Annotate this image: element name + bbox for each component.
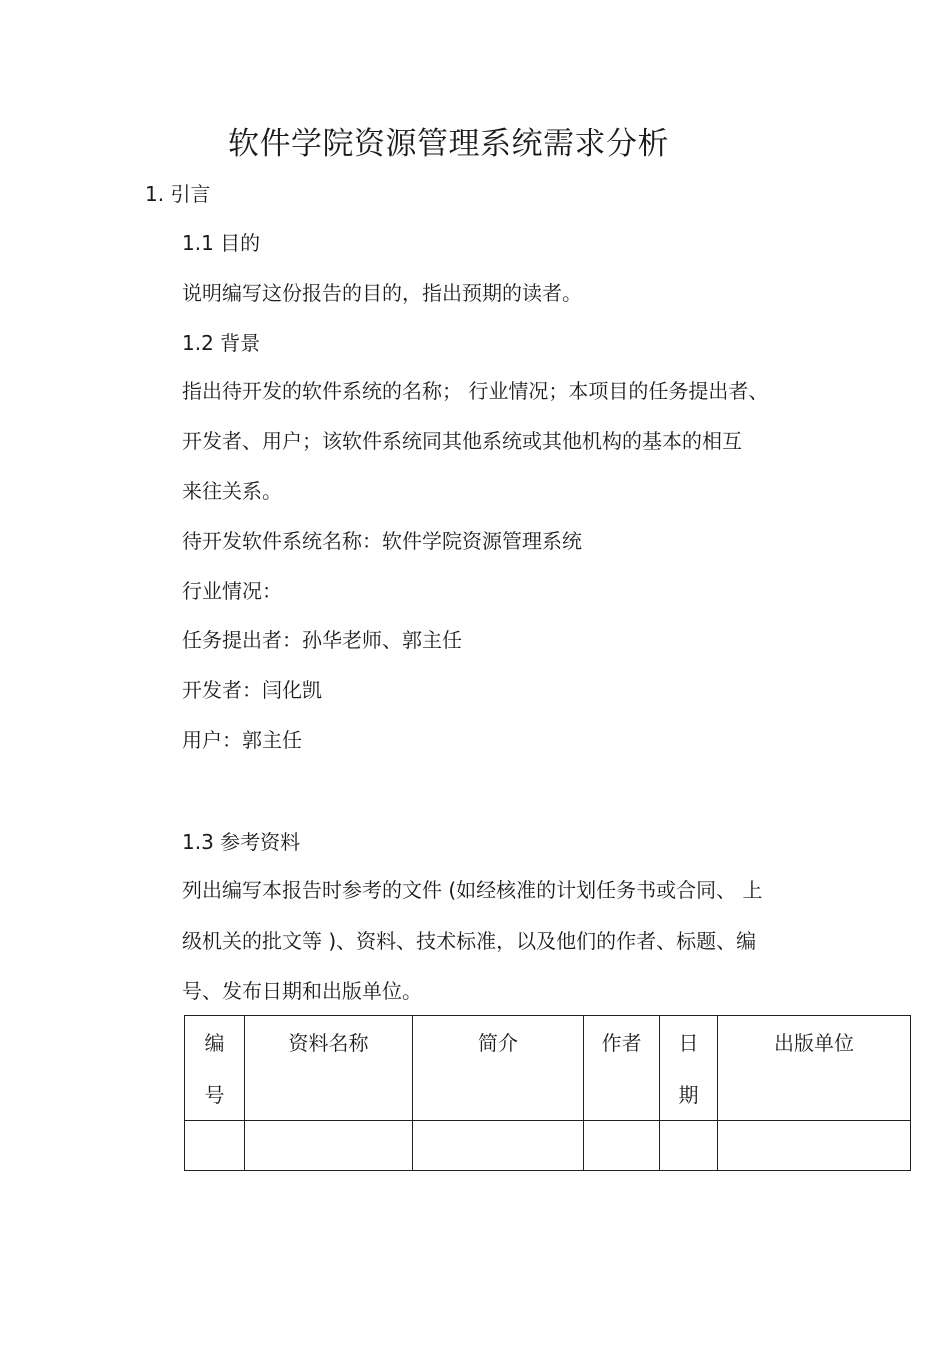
header-number-char1: 编	[204, 1031, 225, 1055]
table-row	[185, 1121, 911, 1171]
table-cell	[413, 1121, 584, 1171]
header-author-label: 作者	[601, 1031, 642, 1055]
developer-line: 开发者：闫化凯	[182, 678, 322, 702]
header-publisher-label: 出版单位	[774, 1031, 854, 1055]
section-1-1-body: 说明编写这份报告的目的，指出预期的读者。	[182, 281, 582, 305]
header-number	[185, 1016, 245, 1121]
section-1-3-body-line1: 列出编写本报告时参考的文件 (如经核准的计划任务书或合同、 上	[182, 878, 763, 902]
header-name	[245, 1016, 413, 1121]
header-date-char2: 期	[678, 1083, 699, 1107]
section-1-heading: 1. 引言	[145, 182, 211, 206]
header-date-char1: 日	[678, 1031, 699, 1055]
header-publisher	[718, 1016, 911, 1121]
document-title: 软件学院资源管理系统需求分析	[228, 126, 669, 162]
section-1-1-heading: 1.1 目的	[182, 231, 261, 255]
table-cell	[660, 1121, 718, 1171]
industry-line: 行业情况：	[182, 579, 282, 603]
table-cell	[185, 1121, 245, 1171]
section-1-2-body-line2: 开发者、用户；该软件系统同其他系统或其他机构的基本的相互	[182, 429, 742, 453]
section-1-3-body-line2: 级机关的批文等 )、资料、技术标准，以及他们的作者、标题、编	[182, 929, 757, 953]
header-name-label: 资料名称	[288, 1031, 369, 1055]
section-1-3-heading: 1.3 参考资料	[182, 830, 301, 854]
section-1-2-heading: 1.2 背景	[182, 331, 261, 355]
section-1-2-body-line3: 来往关系。	[182, 479, 282, 503]
user-line: 用户：郭主任	[182, 728, 302, 752]
table-cell	[245, 1121, 413, 1171]
header-number-char2: 号	[204, 1083, 225, 1107]
system-name-line: 待开发软件系统名称：软件学院资源管理系统	[182, 529, 582, 553]
table-cell	[584, 1121, 660, 1171]
section-1-3-body-line3: 号、发布日期和出版单位。	[182, 979, 422, 1003]
header-summary-label: 简介	[478, 1031, 518, 1055]
header-date	[660, 1016, 718, 1121]
reference-table	[184, 1015, 911, 1171]
header-summary	[413, 1016, 584, 1121]
proposer-line: 任务提出者：孙华老师、郭主任	[182, 628, 462, 652]
header-author	[584, 1016, 660, 1121]
table-header-row	[185, 1016, 911, 1121]
section-1-2-body-line1: 指出待开发的软件系统的名称； 行业情况；本项目的任务提出者、	[182, 379, 769, 403]
table-cell	[718, 1121, 911, 1171]
